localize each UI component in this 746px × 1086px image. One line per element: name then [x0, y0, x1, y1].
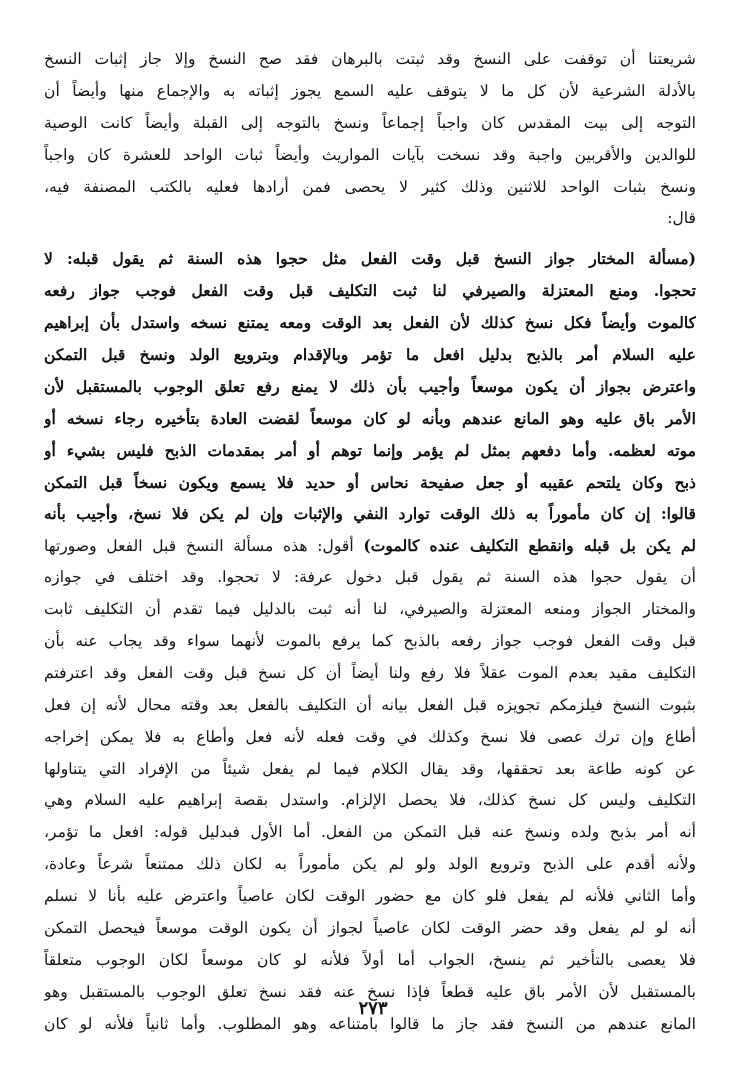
- text-line: التكليف مقيد بعدم الموت عقلاً فلا رفع ولنا أيضاً أن كل نسخ قبل وقت الفعل وقد اعترفتم: [44, 663, 696, 682]
- text-line: قبل وقت الفعل فوجب جواز رفعه بالذبح كما يرفع بالموت لأنهما سواء وقد يجاب عنه بأن: [44, 632, 696, 651]
- text-segment: أقول: هذه مسألة النسخ قبل الفعل وصورتها: [44, 537, 364, 556]
- paragraph-gap: [44, 235, 696, 243]
- text-line: قال:: [667, 209, 696, 228]
- text-line: ونسخ بثبات الواحد للاثنين وذلك كثير لا يحصى فمن أرادها فعليه بالكتب المصنفة فيه،: [44, 177, 696, 196]
- text-line: بالمستقبل لأن الأمر باق عليه قطعاً فإذا نسخ عنه فقد نسخ تعلق الوجوب بالمستقبل وهو: [44, 982, 696, 1001]
- bold-text-line: عليه السلام أمر بالذبح بدليل افعل ما تؤمر وبالإقدام وبترويع الولد ونسخ قبل التمكن: [44, 345, 696, 365]
- text-line: بثبوت النسخ فيلزمكم تجويزه قبل الفعل بيانه أن التكليف بالفعل بعد وقته محال لأنه إن فعل: [44, 695, 696, 714]
- text-line: بالأدلة الشرعية لأن كل ما لا يتوقف عليه السمع يجوز إثباته به والإجماع منها وأيضاً أن: [44, 81, 696, 100]
- paragraph-matn-bold: [44, 243, 696, 530]
- bold-text-line: الأمر باق عليه وهو المانع عندهم وبأنه لو كان موسعاً لقضت العادة بتأخيره رجاء نسخه أو: [44, 408, 696, 428]
- text-line: عن كونه طاعة بعد تحققها، وقد يقال الكلام فيما لم يفعل شيئاً من الإفراد التي يتناولها: [44, 759, 696, 778]
- text-line: أنه أمر بذبح ولده ونسخ عنه قبل التمكن من الفعل. أما الأول فبدليل قوله: افعل ما تؤمر،: [44, 823, 696, 842]
- bold-text-line: تحجوا. ومنع المعتزلة والصيرفي لنا ثبت التكليف قبل وقت الفعل فوجب جواز رفعه: [44, 281, 696, 301]
- text-line: أطاع وإن ترك عصى فلا نسخ وكذلك في وقت فعله لأنه فعل وأطاع به فلا يمكن إخراجه: [44, 727, 696, 746]
- bold-text-line: (مسألة المختار جواز النسخ قبل وقت الفعل مثل حجوا هذه السنة ثم يقول قبله: لا: [44, 249, 696, 269]
- bold-text-line: قالوا: إن كان مأموراً به ذلك الوقت توارد النفي والإثبات وإن لم يكن فلا نسخ، وأجيب بأنه: [44, 504, 696, 524]
- bold-text-segment: لم يكن بل قبله وانقطع التكليف عنده كالموت): [363, 536, 696, 556]
- text-line: ولأنه أقدم على الذبح وترويع الولد ولو لم يكن مأموراً به لكان ذلك ممتنعاً شرعاً وعادة،: [44, 855, 696, 874]
- paragraph-commentary: [44, 530, 696, 1040]
- text-line: المانع عندهم من النسخ فقد جاز ما قالوا بامتناعه وهو المطلوب. وأما ثانياً فلأنه لو كان: [44, 1014, 696, 1033]
- text-line: التوجه إلى بيت المقدس كان واجباً إجماعاً ونسخ بالتوجه إلى القبلة وأيضاً كانت الوصية: [44, 113, 696, 132]
- text-line: أن يقول حجوا هذه السنة ثم يقول قبل دخول عرفة: لا تحجوا. وقد اختلف في جوازه: [44, 568, 696, 587]
- bold-text-line: واعترض بجواز أن يكون موسعاً وأجيب بأن ذلك لا يمنع رفع تعلق الوجوب بالمستقبل لأن: [44, 376, 696, 396]
- text-line: للوالدين والأقربين واجبة وقد نسخت بآيات المواريث وأيضاً ثبات الواحد للعشرة كان واجباً: [44, 145, 696, 164]
- paragraph-intro: [44, 44, 696, 235]
- text-line: والمختار الجواز ومنعه المعتزلة والصيرفي، لنا أنه ثبت بالدليل فيما تقدم أن التكليف ثابت: [44, 600, 696, 619]
- text-line-mixed: [44, 530, 696, 562]
- text-line: أنه لو لم يفعل وقد حضر الوقت لكان عاصياً لجواز أن يكون الوقت موسعاً فيحصل التمكن: [44, 919, 696, 938]
- page-number: ٢٧٣: [358, 998, 388, 1019]
- text-line: شريعتنا أن توقفت على النسخ وقد ثبتت بالبرهان فقد صح النسخ وإلا جاز إثبات النسخ: [44, 50, 696, 68]
- bold-text-line: موته لعظمه. وأما دفعهم بمثل لم يؤمر وإنما توهم أو أمر بمقدمات الذبح فليس بشيء أو: [44, 440, 696, 460]
- text-line: وأما الثاني فلأنه لم يفعل فلو كان مع حضور الوقت لكان عاصياً واعترض عليه بأنا لا نسلم: [44, 887, 696, 906]
- text-line: فلا يعصى بالتأخير ثم ينسخ، الجواب أما أولاً فلأنه لو كان موسعاً لكان الوجوب متعلقاً: [44, 950, 696, 969]
- bold-text-line: كالموت وأيضاً فكل نسخ كذلك لأن الفعل بعد الوقت ومعه يمتنع نسخه واستدل بأن إبراهيم: [44, 313, 696, 333]
- bold-text-line: ذبح وكان يلتحم عقيبه أو جعل صفيحة نحاس أو حديد فلا يسمع ويكون نسخاً قبل التمكن: [44, 472, 696, 492]
- text-line: التكليف وليس كل نسخ كذلك، فلا يحصل الإلزام. واستدل بقصة إبراهيم عليه السلام وهي: [44, 791, 696, 810]
